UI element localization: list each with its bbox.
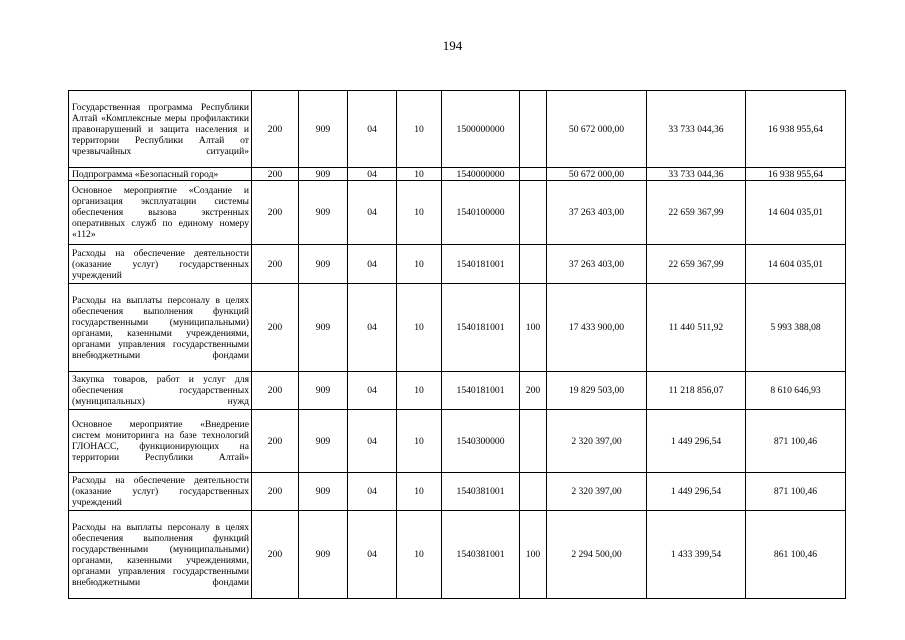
cell-target: 1540000000 <box>442 168 520 181</box>
row-name: Закупка товаров, работ и услуг для обеспечения государственных (муниципальных) нужд <box>69 372 252 410</box>
cell-executed: 33 733 044,36 <box>647 91 746 168</box>
cell-code: 200 <box>252 181 299 245</box>
cell-unexecuted: 16 938 955,64 <box>746 91 846 168</box>
cell-subsection: 10 <box>397 181 442 245</box>
table-row <box>69 372 846 410</box>
cell-target: 1540381001 <box>442 473 520 511</box>
table-row <box>69 410 846 473</box>
cell-subsection: 10 <box>397 473 442 511</box>
cell-expense-type <box>520 410 547 473</box>
cell-approved: 19 829 503,00 <box>547 372 647 410</box>
cell-executed: 22 659 367,99 <box>647 245 746 284</box>
cell-code: 200 <box>252 511 299 599</box>
cell-expense-type <box>520 473 547 511</box>
cell-ministry: 909 <box>299 181 348 245</box>
row-name: Расходы на обеспечение деятельности (оказание услуг) государственных учреждений <box>69 473 252 511</box>
cell-unexecuted: 871 100,46 <box>746 473 846 511</box>
table-row <box>69 181 846 245</box>
table-row <box>69 168 846 181</box>
cell-subsection: 10 <box>397 245 442 284</box>
cell-code: 200 <box>252 91 299 168</box>
cell-executed: 22 659 367,99 <box>647 181 746 245</box>
cell-subsection: 10 <box>397 372 442 410</box>
cell-expense-type <box>520 181 547 245</box>
table-row <box>69 284 846 372</box>
cell-code: 200 <box>252 473 299 511</box>
cell-executed: 1 449 296,54 <box>647 473 746 511</box>
cell-subsection: 10 <box>397 284 442 372</box>
cell-ministry: 909 <box>299 511 348 599</box>
row-name: Расходы на обеспечение деятельности (оказание услуг) государственных учреждений <box>69 245 252 284</box>
cell-executed: 1 433 399,54 <box>647 511 746 599</box>
cell-code: 200 <box>252 410 299 473</box>
cell-expense-type: 100 <box>520 284 547 372</box>
cell-expense-type: 100 <box>520 511 547 599</box>
cell-expense-type <box>520 245 547 284</box>
cell-target: 1540100000 <box>442 181 520 245</box>
cell-executed: 11 440 511,92 <box>647 284 746 372</box>
row-name: Расходы на выплаты персоналу в целях обеспечения выполнения функций государственными (муниципальными) органами, казенными учреждениями, органами управления государственными внебюджетными фондами <box>69 511 252 599</box>
cell-subsection: 10 <box>397 168 442 181</box>
row-name: Подпрограмма «Безопасный город» <box>69 168 252 181</box>
table-row <box>69 473 846 511</box>
cell-code: 200 <box>252 372 299 410</box>
cell-subsection: 10 <box>397 410 442 473</box>
cell-code: 200 <box>252 245 299 284</box>
row-name: Основное мероприятие «Создание и организация эксплуатации системы обеспечения вызова экстренных оперативных служб по единому номеру «112» <box>69 181 252 245</box>
cell-section: 04 <box>348 181 397 245</box>
table-row <box>69 511 846 599</box>
cell-ministry: 909 <box>299 91 348 168</box>
page-number: 194 <box>442 38 463 53</box>
cell-ministry: 909 <box>299 410 348 473</box>
cell-section: 04 <box>348 410 397 473</box>
cell-ministry: 909 <box>299 245 348 284</box>
cell-subsection: 10 <box>397 511 442 599</box>
cell-executed: 11 218 856,07 <box>647 372 746 410</box>
cell-section: 04 <box>348 372 397 410</box>
cell-approved: 2 320 397,00 <box>547 473 647 511</box>
cell-unexecuted: 5 993 388,08 <box>746 284 846 372</box>
cell-unexecuted: 8 610 646,93 <box>746 372 846 410</box>
cell-code: 200 <box>252 168 299 181</box>
cell-target: 1500000000 <box>442 91 520 168</box>
cell-target: 1540181001 <box>442 284 520 372</box>
cell-code: 200 <box>252 284 299 372</box>
cell-approved: 2 294 500,00 <box>547 511 647 599</box>
budget-table <box>68 90 846 599</box>
table-row <box>69 91 846 168</box>
cell-ministry: 909 <box>299 284 348 372</box>
cell-unexecuted: 14 604 035,01 <box>746 181 846 245</box>
cell-target: 1540181001 <box>442 245 520 284</box>
cell-section: 04 <box>348 511 397 599</box>
cell-ministry: 909 <box>299 372 348 410</box>
cell-target: 1540381001 <box>442 511 520 599</box>
cell-approved: 37 263 403,00 <box>547 181 647 245</box>
table-row <box>69 245 846 284</box>
cell-unexecuted: 16 938 955,64 <box>746 168 846 181</box>
cell-unexecuted: 14 604 035,01 <box>746 245 846 284</box>
row-name: Основное мероприятие «Внедрение систем мониторинга на базе технологий ГЛОНАСС, функционирующих на территории Республики Алтай» <box>69 410 252 473</box>
row-name: Расходы на выплаты персоналу в целях обеспечения выполнения функций государственными (муниципальными) органами, казенными учреждениями, органами управления государственными внебюджетными фондами <box>69 284 252 372</box>
cell-unexecuted: 871 100,46 <box>746 410 846 473</box>
cell-expense-type: 200 <box>520 372 547 410</box>
row-name: Государственная программа Республики Алтай «Комплексные меры профилактики правонарушений и защита населения и территории Республики Алтай от чрезвычайных ситуаций» <box>69 91 252 168</box>
cell-expense-type <box>520 168 547 181</box>
cell-ministry: 909 <box>299 168 348 181</box>
cell-approved: 2 320 397,00 <box>547 410 647 473</box>
cell-approved: 50 672 000,00 <box>547 168 647 181</box>
cell-unexecuted: 861 100,46 <box>746 511 846 599</box>
cell-section: 04 <box>348 91 397 168</box>
cell-section: 04 <box>348 473 397 511</box>
cell-target: 1540181001 <box>442 372 520 410</box>
cell-section: 04 <box>348 168 397 181</box>
cell-approved: 50 672 000,00 <box>547 91 647 168</box>
cell-executed: 1 449 296,54 <box>647 410 746 473</box>
cell-approved: 17 433 900,00 <box>547 284 647 372</box>
cell-expense-type <box>520 91 547 168</box>
cell-section: 04 <box>348 245 397 284</box>
cell-subsection: 10 <box>397 91 442 168</box>
cell-ministry: 909 <box>299 473 348 511</box>
cell-approved: 37 263 403,00 <box>547 245 647 284</box>
cell-executed: 33 733 044,36 <box>647 168 746 181</box>
cell-target: 1540300000 <box>442 410 520 473</box>
cell-section: 04 <box>348 284 397 372</box>
